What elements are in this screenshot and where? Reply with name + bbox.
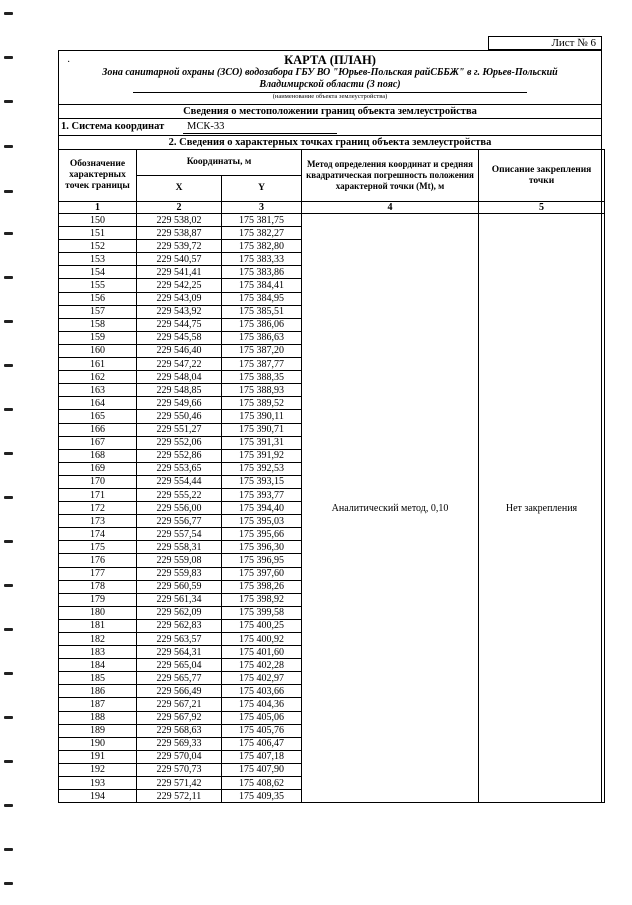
- x-coordinate-cell: 229 557,54: [137, 528, 222, 541]
- point-number-cell: 194: [59, 790, 137, 803]
- binder-mark: [4, 760, 13, 763]
- y-coordinate-cell: 175 383,33: [222, 253, 302, 266]
- object-name-caption: (наименование объекта землеустройства): [133, 92, 527, 101]
- y-coordinate-cell: 175 394,40: [222, 502, 302, 515]
- point-number-cell: 161: [59, 358, 137, 371]
- x-coordinate-cell: 229 556,77: [137, 515, 222, 528]
- y-coordinate-cell: 175 390,71: [222, 423, 302, 436]
- x-coordinate-cell: 229 562,09: [137, 606, 222, 619]
- binder-mark: [4, 496, 13, 499]
- point-number-cell: 179: [59, 593, 137, 606]
- x-coordinate-cell: 229 543,92: [137, 305, 222, 318]
- point-number-cell: 183: [59, 646, 137, 659]
- y-coordinate-cell: 175 389,52: [222, 397, 302, 410]
- y-coordinate-cell: 175 397,60: [222, 567, 302, 580]
- binder-mark: [4, 145, 13, 148]
- point-number-cell: 159: [59, 331, 137, 344]
- x-coordinate-cell: 229 563,57: [137, 633, 222, 646]
- points-table: [58, 149, 605, 803]
- point-number-cell: 167: [59, 436, 137, 449]
- x-coordinate-cell: 229 560,59: [137, 580, 222, 593]
- description-cell: Нет закрепления: [479, 214, 605, 803]
- x-coordinate-cell: 229 566,49: [137, 685, 222, 698]
- binder-mark: [4, 408, 13, 411]
- header-description: Описание закрепления точки: [479, 150, 605, 202]
- y-coordinate-cell: 175 383,86: [222, 266, 302, 279]
- x-coordinate-cell: 229 550,46: [137, 410, 222, 423]
- object-name-line2: Владимирской области (3 пояс): [259, 79, 401, 90]
- y-coordinate-cell: 175 382,80: [222, 240, 302, 253]
- x-coordinate-cell: 229 549,66: [137, 397, 222, 410]
- x-coordinate-cell: 229 559,83: [137, 567, 222, 580]
- column-number: 3: [222, 202, 302, 214]
- point-number-cell: 166: [59, 423, 137, 436]
- y-coordinate-cell: 175 391,31: [222, 436, 302, 449]
- y-coordinate-cell: 175 404,36: [222, 698, 302, 711]
- y-coordinate-cell: 175 402,28: [222, 659, 302, 672]
- x-coordinate-cell: 229 570,73: [137, 763, 222, 776]
- point-number-cell: 192: [59, 763, 137, 776]
- binder-mark: [4, 452, 13, 455]
- x-coordinate-cell: 229 567,92: [137, 711, 222, 724]
- point-number-cell: 189: [59, 724, 137, 737]
- point-number-cell: 182: [59, 633, 137, 646]
- point-number-cell: 163: [59, 384, 137, 397]
- x-coordinate-cell: 229 544,75: [137, 318, 222, 331]
- binder-mark: [4, 190, 13, 193]
- y-coordinate-cell: 175 398,92: [222, 593, 302, 606]
- y-coordinate-cell: 175 407,90: [222, 763, 302, 776]
- y-coordinate-cell: 175 395,66: [222, 528, 302, 541]
- x-coordinate-cell: 229 559,08: [137, 554, 222, 567]
- y-coordinate-cell: 175 402,97: [222, 672, 302, 685]
- point-number-cell: 153: [59, 253, 137, 266]
- point-number-cell: 155: [59, 279, 137, 292]
- coord-system-value: МСК-33: [183, 120, 337, 134]
- y-coordinate-cell: 175 398,26: [222, 580, 302, 593]
- point-number-cell: 175: [59, 541, 137, 554]
- method-cell: Аналитический метод, 0,10: [302, 214, 479, 803]
- point-number-cell: 151: [59, 227, 137, 240]
- binder-mark: [4, 804, 13, 807]
- x-coordinate-cell: 229 538,87: [137, 227, 222, 240]
- point-number-cell: 178: [59, 580, 137, 593]
- x-coordinate-cell: 229 567,21: [137, 698, 222, 711]
- point-number-cell: 158: [59, 318, 137, 331]
- x-coordinate-cell: 229 542,25: [137, 279, 222, 292]
- header-dot: ·: [67, 57, 71, 68]
- y-coordinate-cell: 175 405,06: [222, 711, 302, 724]
- x-coordinate-cell: 229 548,04: [137, 371, 222, 384]
- point-number-cell: 185: [59, 672, 137, 685]
- binder-mark: [4, 12, 13, 15]
- y-coordinate-cell: 175 399,58: [222, 606, 302, 619]
- binder-mark: [4, 276, 13, 279]
- binder-mark: [4, 882, 13, 885]
- y-coordinate-cell: 175 393,77: [222, 488, 302, 501]
- x-coordinate-cell: 229 568,63: [137, 724, 222, 737]
- binder-mark: [4, 364, 13, 367]
- point-number-cell: 184: [59, 659, 137, 672]
- x-coordinate-cell: 229 543,09: [137, 292, 222, 305]
- point-number-cell: 170: [59, 475, 137, 488]
- document-header: [59, 51, 601, 105]
- point-number-cell: 172: [59, 502, 137, 515]
- point-number-cell: 191: [59, 750, 137, 763]
- column-number: 2: [137, 202, 222, 214]
- x-coordinate-cell: 229 546,40: [137, 344, 222, 357]
- y-coordinate-cell: 175 391,92: [222, 449, 302, 462]
- point-number-cell: 176: [59, 554, 137, 567]
- x-coordinate-cell: 229 547,22: [137, 358, 222, 371]
- point-number-cell: 150: [59, 214, 137, 227]
- y-coordinate-cell: 175 384,95: [222, 292, 302, 305]
- point-number-cell: 160: [59, 344, 137, 357]
- y-coordinate-cell: 175 386,06: [222, 318, 302, 331]
- y-coordinate-cell: 175 400,25: [222, 619, 302, 632]
- y-coordinate-cell: 175 388,35: [222, 371, 302, 384]
- y-coordinate-cell: 175 403,66: [222, 685, 302, 698]
- y-coordinate-cell: 175 401,60: [222, 646, 302, 659]
- header-designation: Обозначение характерных точек границы: [59, 150, 137, 202]
- document-body: [58, 50, 602, 803]
- x-coordinate-cell: 229 553,65: [137, 462, 222, 475]
- x-coordinate-cell: 229 570,04: [137, 750, 222, 763]
- y-coordinate-cell: 175 387,77: [222, 358, 302, 371]
- x-coordinate-cell: 229 562,83: [137, 619, 222, 632]
- y-coordinate-cell: 175 400,92: [222, 633, 302, 646]
- x-coordinate-cell: 229 572,11: [137, 790, 222, 803]
- y-coordinate-cell: 175 390,11: [222, 410, 302, 423]
- x-coordinate-cell: 229 565,77: [137, 672, 222, 685]
- document-title: КАРТА (ПЛАН): [284, 53, 376, 67]
- y-coordinate-cell: 175 392,53: [222, 462, 302, 475]
- header-method: Метод определения координат и средняя квадратическая погрешность положения характерной точки (Mt), м: [302, 150, 479, 202]
- y-coordinate-cell: 175 409,35: [222, 790, 302, 803]
- x-coordinate-cell: 229 569,33: [137, 737, 222, 750]
- x-coordinate-cell: 229 555,22: [137, 488, 222, 501]
- point-number-cell: 190: [59, 737, 137, 750]
- point-number-cell: 162: [59, 371, 137, 384]
- x-coordinate-cell: 229 564,31: [137, 646, 222, 659]
- binder-mark: [4, 672, 13, 675]
- x-coordinate-cell: 229 561,34: [137, 593, 222, 606]
- point-number-cell: 181: [59, 619, 137, 632]
- x-coordinate-cell: 229 548,85: [137, 384, 222, 397]
- y-coordinate-cell: 175 387,20: [222, 344, 302, 357]
- section-location-title: Сведения о местоположении границ объекта землеустройства: [59, 105, 601, 119]
- point-number-cell: 165: [59, 410, 137, 423]
- column-number: 4: [302, 202, 479, 214]
- column-number: 1: [59, 202, 137, 214]
- point-number-cell: 188: [59, 711, 137, 724]
- x-coordinate-cell: 229 551,27: [137, 423, 222, 436]
- binder-mark: [4, 56, 13, 59]
- point-number-cell: 174: [59, 528, 137, 541]
- y-coordinate-cell: 175 396,95: [222, 554, 302, 567]
- x-coordinate-cell: 229 558,31: [137, 541, 222, 554]
- point-number-cell: 168: [59, 449, 137, 462]
- binder-mark: [4, 584, 13, 587]
- point-number-cell: 154: [59, 266, 137, 279]
- binder-mark: [4, 628, 13, 631]
- x-coordinate-cell: 229 556,00: [137, 502, 222, 515]
- point-number-cell: 180: [59, 606, 137, 619]
- y-coordinate-cell: 175 396,30: [222, 541, 302, 554]
- object-name-line1: Зона санитарной охраны (ЗСО) водозабора ГБУ ВО "Юрьев-Польская райСББЖ" в г. Юрьев-Польский: [102, 67, 558, 78]
- x-coordinate-cell: 229 552,86: [137, 449, 222, 462]
- y-coordinate-cell: 175 408,62: [222, 777, 302, 790]
- x-coordinate-cell: 229 539,72: [137, 240, 222, 253]
- point-number-cell: 173: [59, 515, 137, 528]
- point-number-cell: 186: [59, 685, 137, 698]
- x-coordinate-cell: 229 552,06: [137, 436, 222, 449]
- point-number-cell: 156: [59, 292, 137, 305]
- column-number: 5: [479, 202, 605, 214]
- y-coordinate-cell: 175 406,47: [222, 737, 302, 750]
- point-number-cell: 169: [59, 462, 137, 475]
- binder-mark: [4, 716, 13, 719]
- point-number-cell: 193: [59, 777, 137, 790]
- coord-system-row: [59, 119, 601, 136]
- point-number-cell: 171: [59, 488, 137, 501]
- x-coordinate-cell: 229 541,41: [137, 266, 222, 279]
- y-coordinate-cell: 175 381,75: [222, 214, 302, 227]
- header-coords: Координаты, м: [137, 150, 302, 176]
- y-coordinate-cell: 175 395,03: [222, 515, 302, 528]
- binder-mark: [4, 320, 13, 323]
- x-coordinate-cell: 229 538,02: [137, 214, 222, 227]
- x-coordinate-cell: 229 571,42: [137, 777, 222, 790]
- binder-mark: [4, 848, 13, 851]
- x-coordinate-cell: 229 540,57: [137, 253, 222, 266]
- point-number-cell: 152: [59, 240, 137, 253]
- section-points-title: 2. Сведения о характерных точках границ объекта землеустройства: [59, 136, 601, 150]
- y-coordinate-cell: 175 384,41: [222, 279, 302, 292]
- binder-mark: [4, 232, 13, 235]
- point-number-cell: 164: [59, 397, 137, 410]
- binder-mark: [4, 100, 13, 103]
- y-coordinate-cell: 175 393,15: [222, 475, 302, 488]
- point-number-cell: 177: [59, 567, 137, 580]
- header-y: Y: [222, 176, 302, 202]
- y-coordinate-cell: 175 382,27: [222, 227, 302, 240]
- y-coordinate-cell: 175 388,93: [222, 384, 302, 397]
- table-row: [59, 214, 605, 227]
- y-coordinate-cell: 175 407,18: [222, 750, 302, 763]
- binder-mark: [4, 540, 13, 543]
- point-number-cell: 157: [59, 305, 137, 318]
- header-x: X: [137, 176, 222, 202]
- point-number-cell: 187: [59, 698, 137, 711]
- x-coordinate-cell: 229 554,44: [137, 475, 222, 488]
- sheet-number: Лист № 6: [488, 36, 602, 50]
- x-coordinate-cell: 229 565,04: [137, 659, 222, 672]
- y-coordinate-cell: 175 385,51: [222, 305, 302, 318]
- points-table-body: [59, 214, 605, 803]
- y-coordinate-cell: 175 405,76: [222, 724, 302, 737]
- x-coordinate-cell: 229 545,58: [137, 331, 222, 344]
- coord-system-label: 1. Система координат: [61, 121, 165, 132]
- y-coordinate-cell: 175 386,63: [222, 331, 302, 344]
